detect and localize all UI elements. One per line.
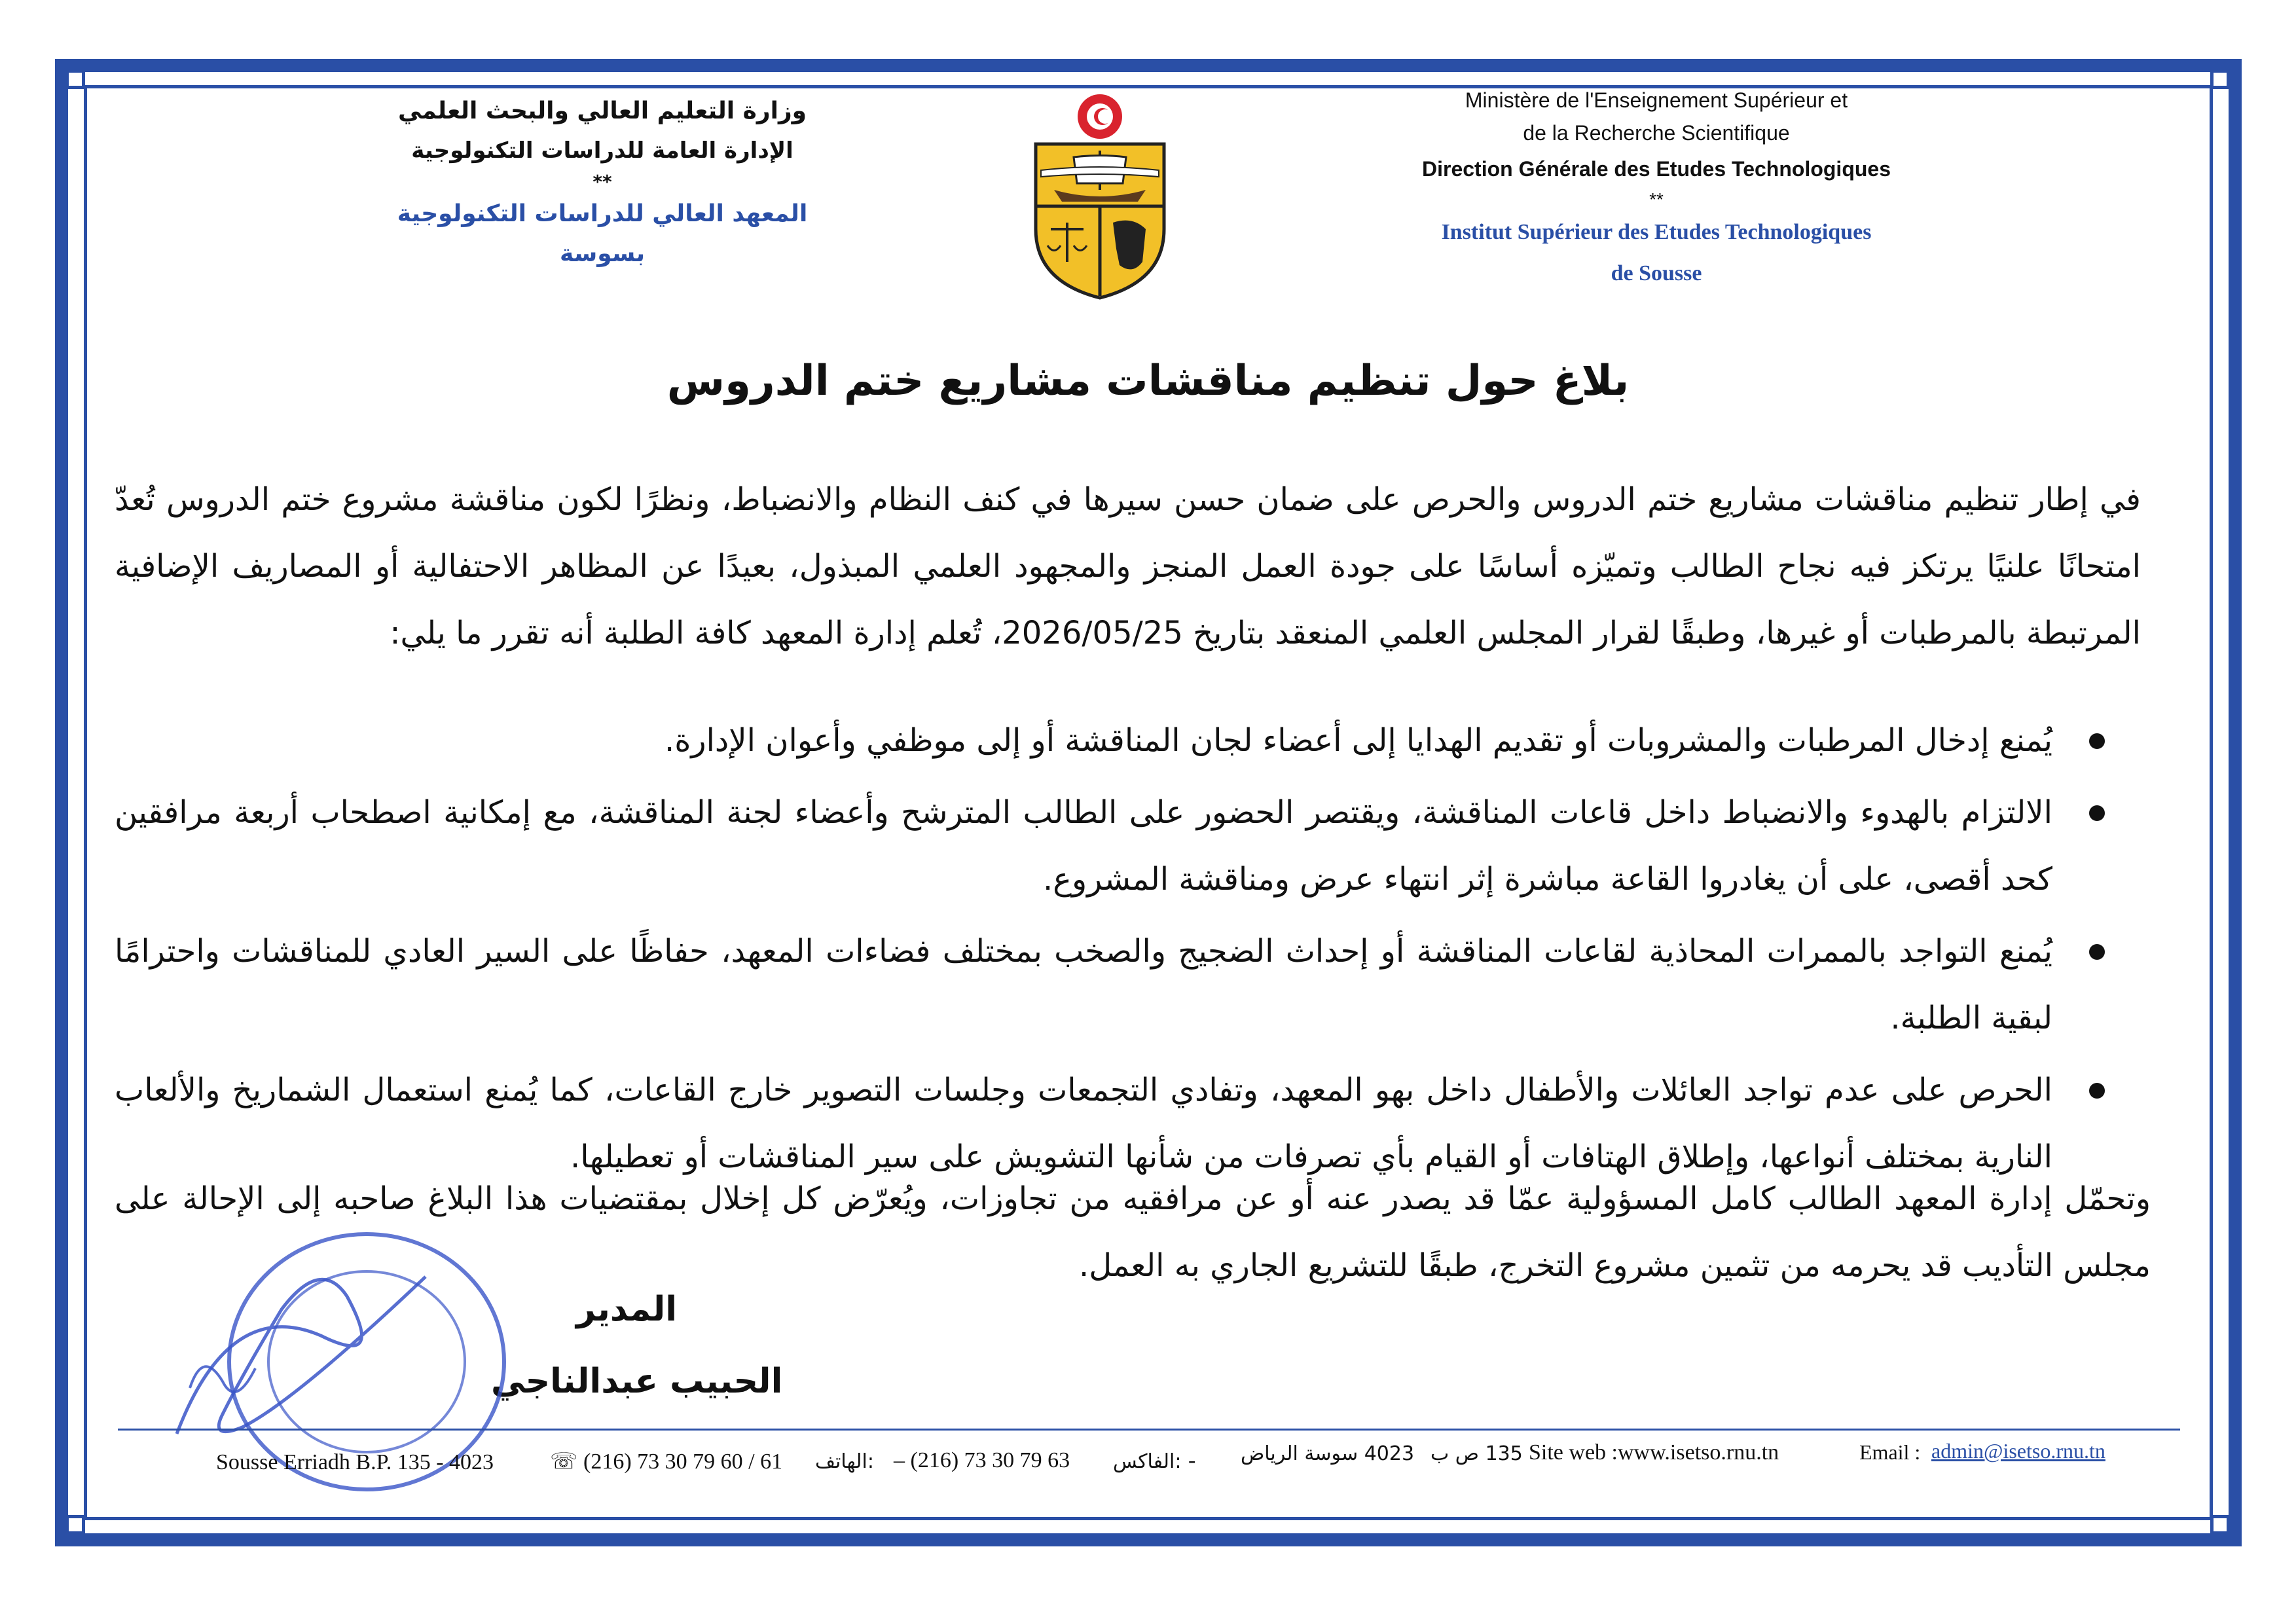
bullet-icon xyxy=(2089,733,2105,749)
frame-corner xyxy=(2210,1515,2230,1535)
bullet-icon xyxy=(2089,1083,2105,1099)
ministry-fr-line2: de la Recherche Scientifique xyxy=(1523,121,1790,145)
intro-paragraph: في إطار تنظيم مناقشات مشاريع ختم الدروس والحرص على ضمان حسن سيرها في كنف النظام والانضباط، ونظرًا لكون مناقشة مشروع ختم الدروس تُعدّ امتحانًا علنيًا يرتكز فيه نجاح الطالب وتميّزه أساسًا على جودة العمل المنجز والمجهود العلمي المبذول، بعيدًا عن المظاهر الاحتفالية أو المصاريف الإضافية المرتبطة بالمرطبات أو غيرها، وطبقًا لقرار المجلس العلمي المنعقد بتاريخ 2026/05/25، تُعلم إدارة المعهد كافة الطلبة أنه تقرر ما يلي: xyxy=(115,481,2141,651)
footer-email-link[interactable]: admin@isetso.rnu.tn xyxy=(1931,1439,2105,1463)
frame-corner xyxy=(65,69,85,89)
separator-ar: ** xyxy=(592,171,612,192)
rule-text: الحرص على عدم تواجد العائلات والأطفال داخل بهو المعهد، وتفادي التجمعات وجلسات التصوير خارج القاعات، كما يُمنع استعمال الشماريخ والألعاب النارية بمختلف أنواعها، وإطلاق الهتافات أو القيام بأي تصرفات من شأنها التشويش على سير المناقشات أو تعطيلها. xyxy=(115,1072,2052,1175)
separator-fr: ** xyxy=(1649,189,1664,210)
frame-corner xyxy=(65,1515,85,1535)
institute-ar: المعهد العالي للدراسات التكنولوجية xyxy=(397,200,808,227)
directorate-fr: Direction Générale des Etudes Technologiques xyxy=(1421,157,1891,181)
city-fr: de Sousse xyxy=(1611,261,1702,285)
list-item xyxy=(115,918,2131,1051)
header-french xyxy=(1375,84,1938,293)
bullet-icon xyxy=(2089,805,2105,821)
footer-pobox: 135 ص ب xyxy=(1430,1442,1523,1465)
signature-name: الحبيب عبدالناجي xyxy=(491,1362,783,1401)
footer-address-ar: 4023 سوسة الرياض xyxy=(1241,1442,1415,1465)
footer-phone-label: :الهاتف xyxy=(815,1450,874,1473)
tunisia-coat-of-arms-icon xyxy=(1028,92,1172,301)
bullet-icon xyxy=(2089,944,2105,960)
footer-dash: - xyxy=(1188,1448,1196,1472)
footer-website[interactable]: Site web :www.isetso.rnu.tn xyxy=(1529,1440,1779,1465)
city-ar: بسوسة xyxy=(560,240,645,267)
rule-text: يُمنع إدخال المرطبات والمشروبات أو تقديم الهدايا إلى أعضاء لجان المناقشة أو إلى موظفي وأعوان الإدارة. xyxy=(665,722,2052,759)
footer-address: Sousse Erriadh B.P. 135 - 4023 xyxy=(216,1450,494,1474)
rule-text: الالتزام بالهدوء والانضباط داخل قاعات المناقشة، ويقتصر الحضور على الطالب المترشح وأعضاء لجنة المناقشة، مع إمكانية اصطحاب أربعة مرافقين كحد أقصى، على أن يغادروا القاعة مباشرة إثر انتهاء عرض ومناقشة المشروع. xyxy=(115,794,2052,898)
list-item xyxy=(115,707,2131,774)
frame-corner xyxy=(2210,69,2230,89)
list-item xyxy=(115,779,2131,913)
rules-list xyxy=(115,707,2131,1195)
notice-title: بلاغ حول تنظيم مناقشات مشاريع ختم الدروس xyxy=(666,357,1630,405)
footer-fax: – (216) 73 30 79 63 xyxy=(894,1448,1070,1472)
footer-fax-label: :الفاكس xyxy=(1113,1450,1182,1473)
rule-text: يُمنع التواجد بالممرات المحاذية لقاعات المناقشة أو إحداث الضجيج والصخب بمختلف فضاءات المعهد، حفاظًا على السير العادي للمناقشات واحترامًا لبقية الطلبة. xyxy=(115,933,2052,1036)
coat-of-arms xyxy=(1028,92,1172,301)
footer-divider xyxy=(118,1429,2180,1431)
ministry-ar: وزارة التعليم العالي والبحث العلمي xyxy=(397,98,807,124)
signature-role: المدير xyxy=(576,1290,678,1329)
footer-email-label: Email : xyxy=(1859,1440,1921,1464)
closing-paragraph: وتحمّل إدارة المعهد الطالب كامل المسؤولية عمّا قد يصدر عنه أو عن مرافقيه من تجاوزات، ويُعرّض كل إخلال بمقتضيات هذا البلاغ صاحبه إلى الإحالة على مجلس التأديب قد يحرمه من تثمين مشروع التخرج، طبقًا للتشريع الجاري به العمل. xyxy=(115,1180,2151,1284)
footer-phone: ☏ (216) 73 30 79 60 / 61 xyxy=(550,1450,783,1474)
directorate-ar: الإدارة العامة للدراسات التكنولوجية xyxy=(411,137,793,164)
institute-fr: Institut Supérieur des Etudes Technologiques xyxy=(1441,220,1872,244)
header-arabic xyxy=(393,92,812,274)
ministry-fr-line1: Ministère de l'Enseignement Supérieur et xyxy=(1465,88,1848,112)
